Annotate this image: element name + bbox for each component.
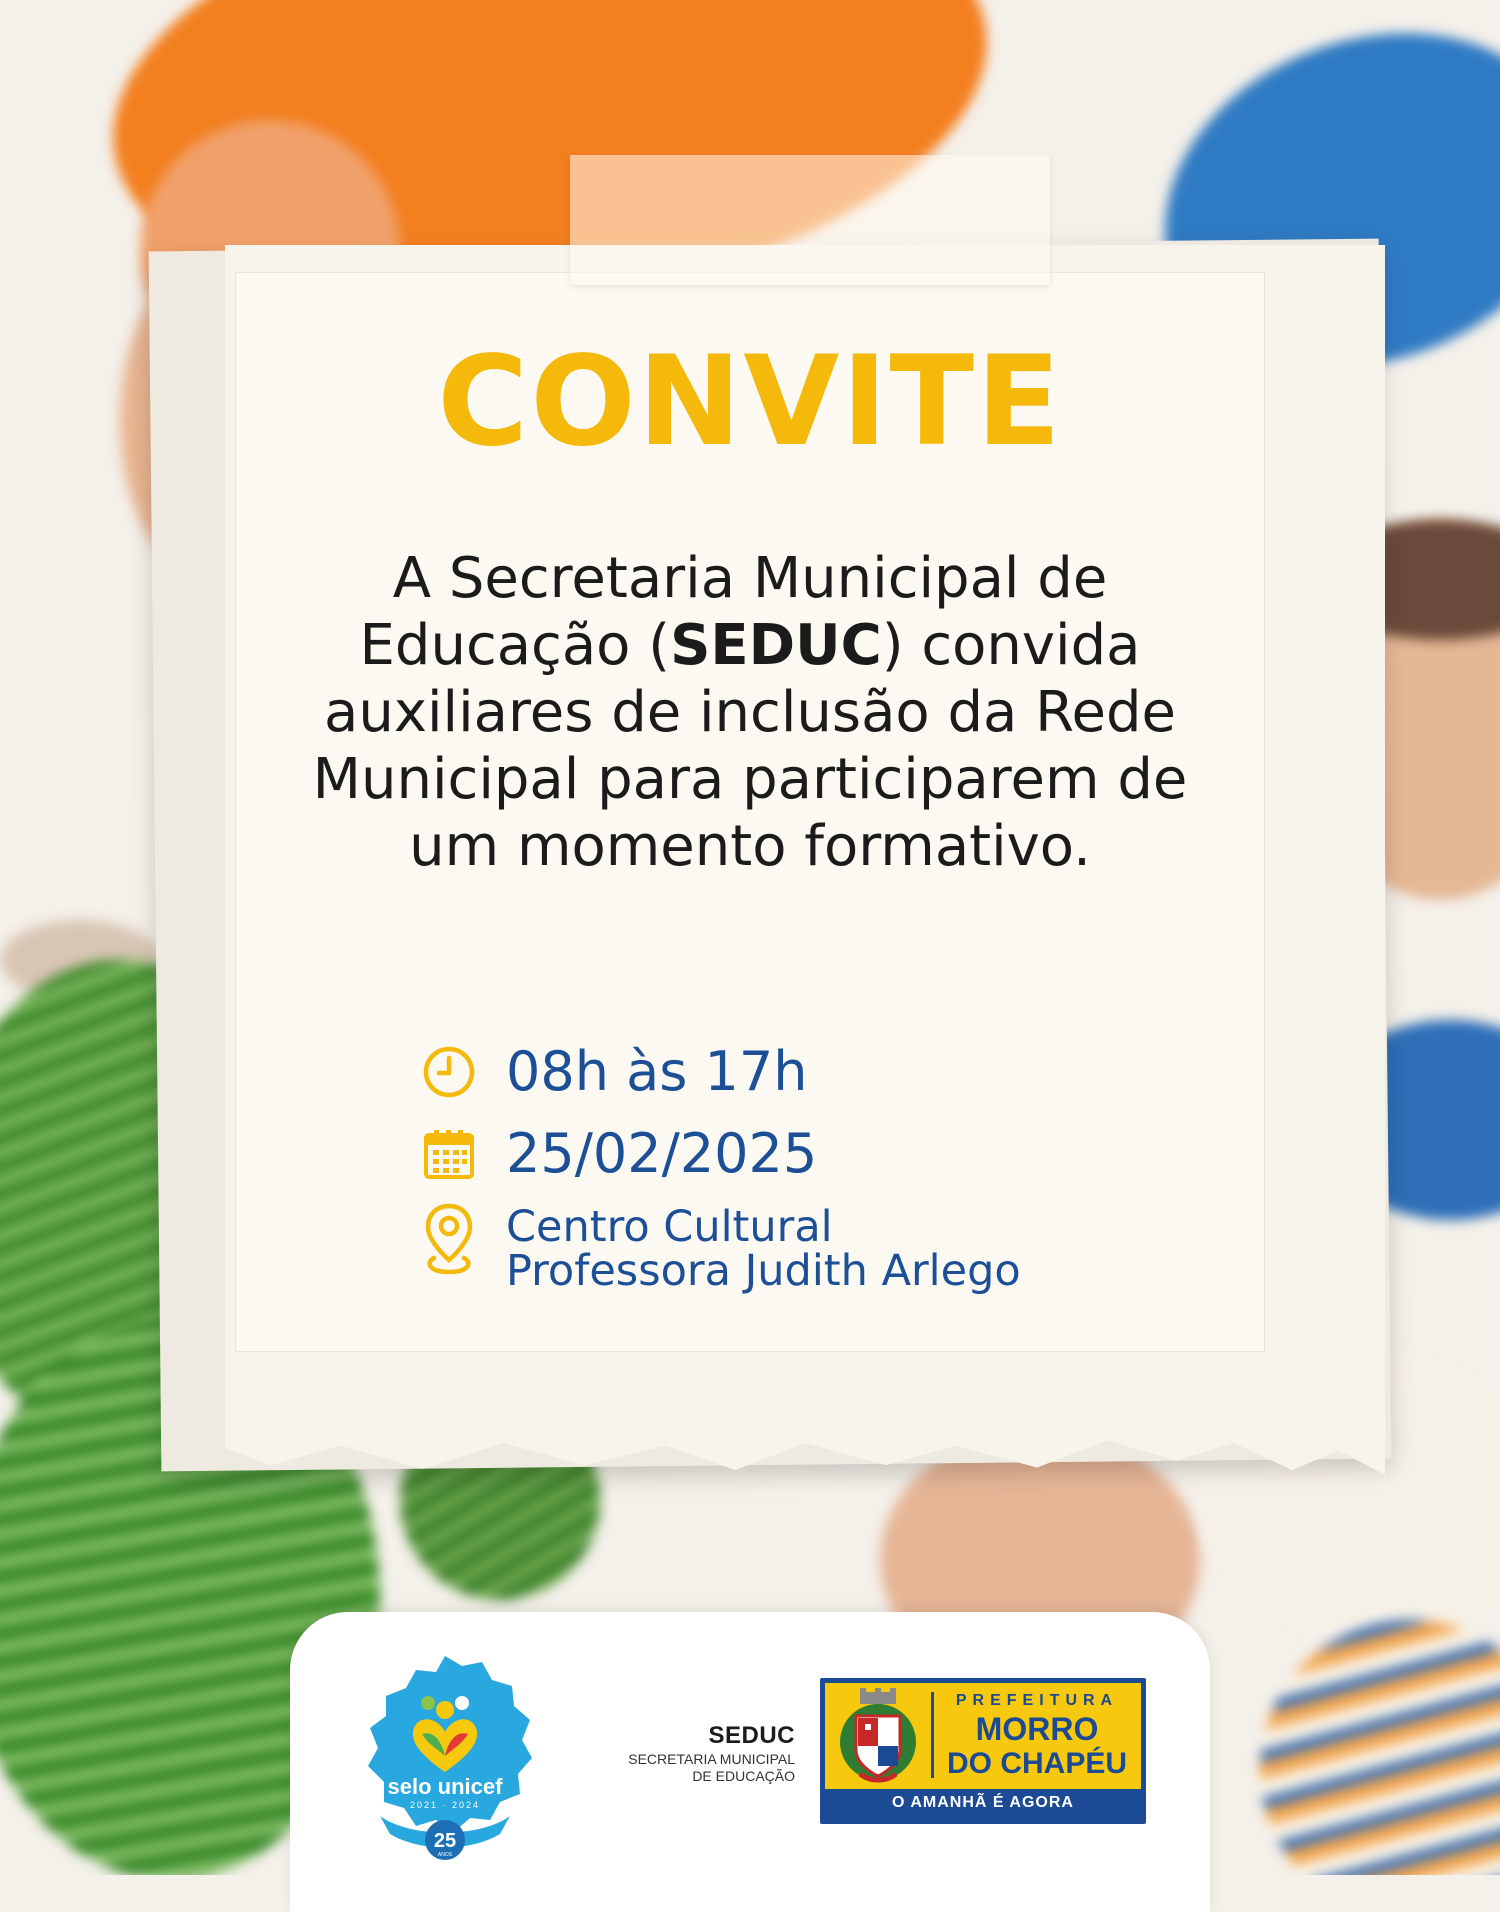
prefeitura-label: PREFEITURA [955,1692,1119,1709]
event-location-line1: Centro Cultural [506,1202,833,1252]
clock-icon [420,1043,478,1101]
invite-message-part2: ) convida auxiliares de inclusão da Rede Municipal para participarem de um momento formativo. [312,613,1188,879]
selo-anniversary: 25 [433,1830,457,1852]
invite-message-seduc: SEDUC [670,613,882,678]
municipal-crest-icon [834,1688,922,1786]
selo-unicef-logo [350,1648,540,1863]
selo-anniversary-sub: ANOS [437,1852,453,1858]
selo-name: selo unicef [387,1774,503,1799]
seduc-name: SEDUC [708,1722,795,1749]
event-date: 25/02/2025 [506,1122,818,1185]
calendar-icon [420,1125,478,1183]
prefeitura-slogan: O AMANHÃ É AGORA [892,1794,1074,1811]
prefeitura-divider [931,1692,934,1778]
prefeitura-name-line1: MORRO [975,1711,1099,1747]
selo-years: 2021 · 2024 [409,1800,481,1810]
event-date-row [420,1122,817,1185]
tape-strip [570,155,1050,285]
seduc-subtitle-line1: SECRETARIA MUNICIPAL [628,1751,795,1767]
invite-message [300,545,1200,880]
seduc-logo [600,1722,795,1784]
striped-shirt-shape [1260,1620,1500,1875]
event-location-line2: Professora Judith Arlego [506,1246,1021,1296]
location-pin-icon [420,1211,478,1269]
prefeitura-logo [820,1678,1146,1824]
event-location [506,1202,1021,1296]
event-time-row [420,1040,807,1103]
invite-title: CONVITE [437,330,1063,474]
prefeitura-name-line2: DO CHAPÉU [946,1747,1127,1780]
event-location-row [420,1202,1021,1296]
event-time: 08h às 17h [506,1040,808,1103]
invite-message-part1: A Secretaria Municipal de Educação ( [359,546,1108,678]
seduc-subtitle-line2: DE EDUCAÇÃO [692,1768,795,1784]
